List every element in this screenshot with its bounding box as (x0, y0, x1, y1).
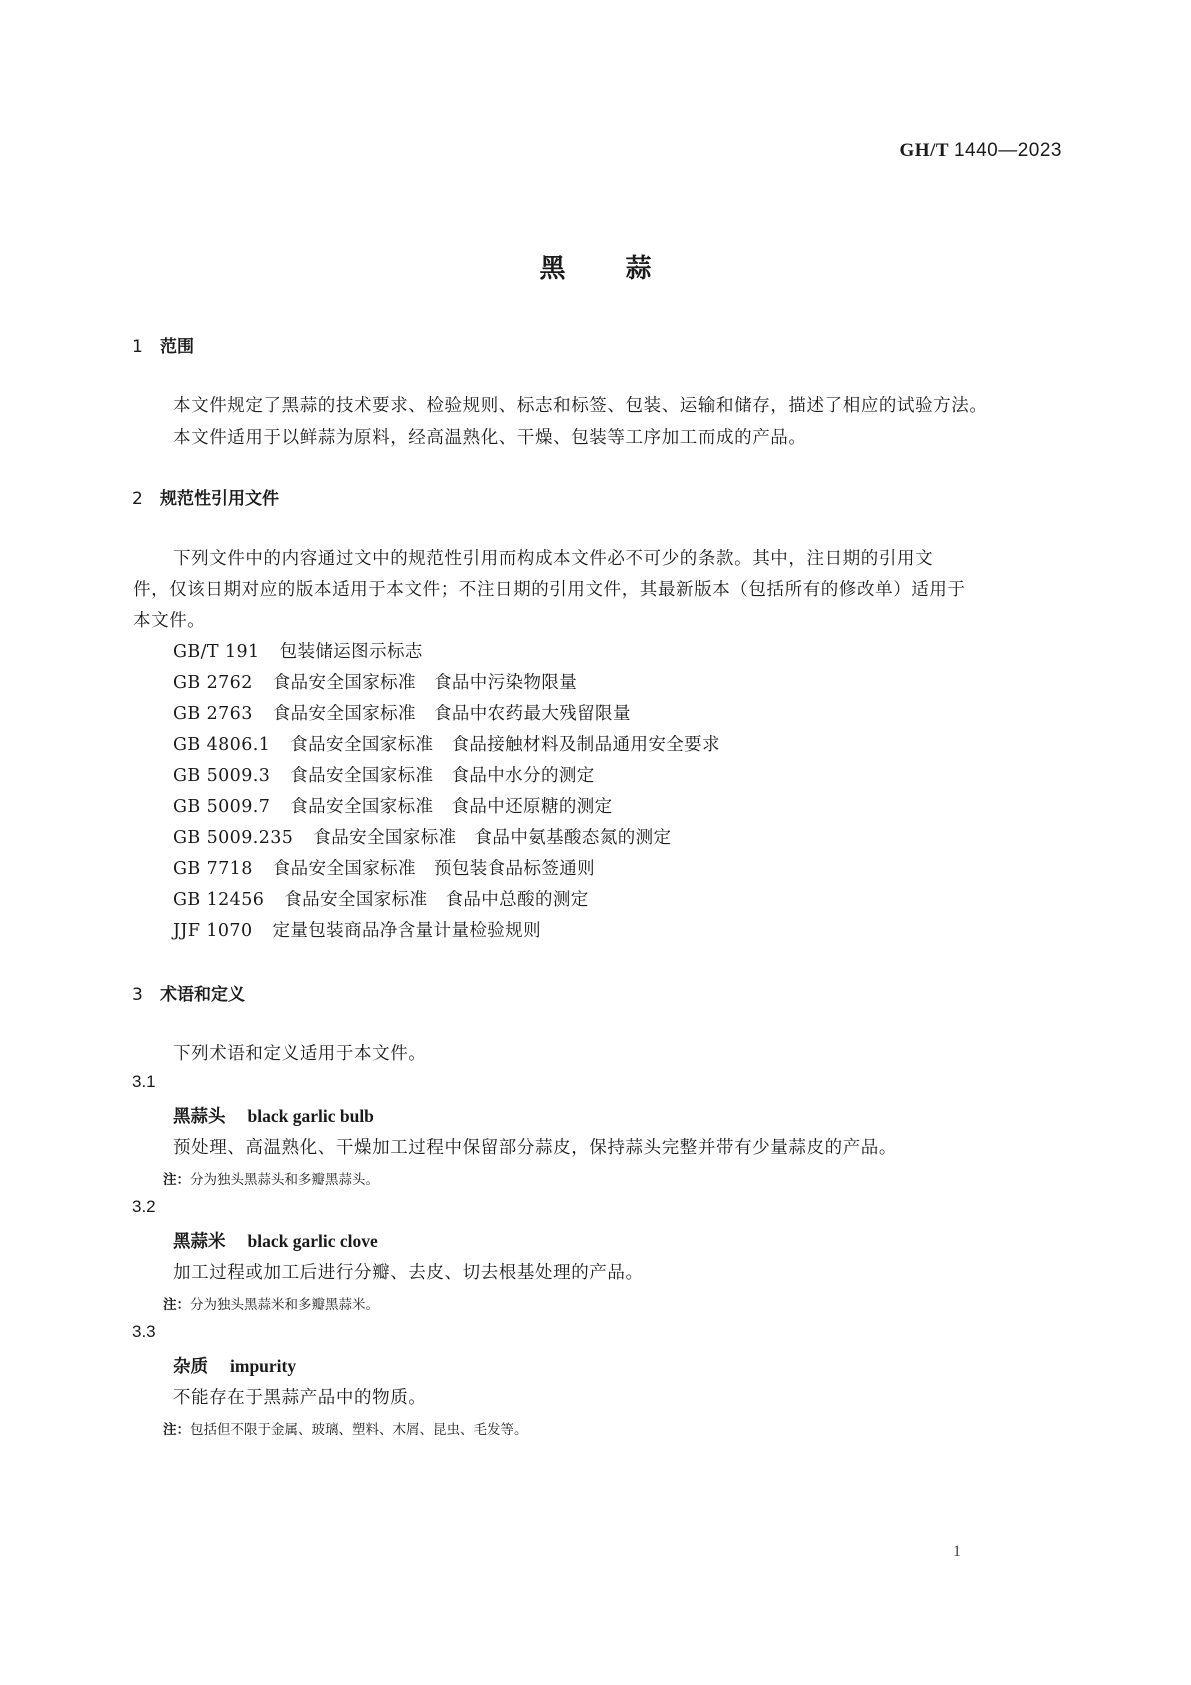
reference-title: 食品安全国家标准 (284, 890, 428, 910)
section-title: 范围 (160, 337, 194, 357)
section-title: 规范性引用文件 (160, 489, 279, 509)
reference-item (173, 793, 613, 818)
reference-subtitle: 食品接触材料及制品通用安全要求 (451, 735, 720, 755)
term-en: impurity (230, 1356, 297, 1376)
reference-subtitle: 食品中污染物限量 (433, 673, 578, 693)
reference-title: 食品安全国家标准 (272, 673, 416, 693)
reference-title: 食品安全国家标准 (272, 859, 416, 879)
reference-code: GB 2763 (173, 704, 253, 724)
term-heading (173, 1353, 296, 1378)
section-number: 1 (132, 337, 143, 357)
note-label: 注： (163, 1297, 190, 1313)
note-label: 注： (163, 1422, 190, 1438)
section-1-heading (132, 332, 194, 357)
section-number: 2 (132, 489, 143, 509)
reference-item (173, 917, 541, 942)
reference-code: GB 5009.7 (173, 797, 271, 817)
document-title: 黑蒜 (539, 254, 712, 284)
term-note (163, 1168, 379, 1188)
normative-intro-line-3: 本文件。 (133, 611, 206, 631)
reference-code: GB 5009.3 (173, 766, 271, 786)
note-label: 注： (163, 1172, 190, 1188)
reference-subtitle: 食品中水分的测定 (451, 766, 595, 786)
reference-title: 食品安全国家标准 (272, 704, 416, 724)
reference-title: 包装储运图示标志 (279, 642, 423, 662)
normative-intro-line-2: 件，仅该日期对应的版本适用于本文件；不注日期的引用文件，其最新版本（包括所有的修改单）适用于 (133, 580, 966, 600)
reference-subtitle: 食品中氨基酸态氮的测定 (474, 828, 672, 848)
reference-title: 食品安全国家标准 (290, 766, 434, 786)
term-en: black garlic clove (247, 1231, 378, 1251)
term-number: 3.2 (132, 1197, 156, 1216)
reference-title: 食品安全国家标准 (290, 797, 434, 817)
reference-title: 定量包装商品净含量计量检验规则 (272, 921, 541, 941)
term-en: black garlic bulb (247, 1106, 374, 1126)
section-2-heading (132, 484, 279, 509)
note-text: 包括但不限于金属、玻璃、塑料、木屑、昆虫、毛发等。 (190, 1422, 528, 1438)
reference-item (173, 669, 577, 694)
standard-number: 1440—2023 (953, 140, 1062, 161)
reference-subtitle: 食品中总酸的测定 (445, 890, 589, 910)
reference-item (173, 855, 595, 880)
term-definition: 预处理、高温熟化、干燥加工过程中保留部分蒜皮，保持蒜头完整并带有少量蒜皮的产品。 (173, 1138, 897, 1158)
standard-code (900, 140, 1062, 162)
normative-intro-line-1: 下列文件中的内容通过文中的规范性引用而构成本文件必不可少的条款。其中，注日期的引用文 (173, 549, 934, 569)
term-note (163, 1293, 379, 1313)
reference-item (173, 638, 423, 663)
term-zh: 黑蒜米 (173, 1232, 226, 1252)
standard-prefix: GH/T (899, 140, 949, 161)
reference-code: GB/T 191 (173, 642, 260, 662)
reference-item (173, 762, 595, 787)
section-number: 3 (132, 985, 143, 1005)
term-number: 3.1 (132, 1072, 156, 1091)
scope-paragraph-2: 本文件适用于以鲜蒜为原料，经高温熟化、干燥、包装等工序加工而成的产品。 (173, 428, 807, 448)
scope-paragraph-1: 本文件规定了黑蒜的技术要求、检验规则、标志和标签、包装、运输和储存，描述了相应的试验方法。 (173, 396, 988, 416)
note-text: 分为独头黑蒜头和多瓣黑蒜头。 (190, 1172, 379, 1188)
reference-subtitle: 食品中还原糖的测定 (451, 797, 613, 817)
terms-intro: 下列术语和定义适用于本文件。 (173, 1044, 427, 1064)
reference-item (173, 700, 631, 725)
reference-code: GB 4806.1 (173, 735, 271, 755)
term-definition: 加工过程或加工后进行分瓣、去皮、切去根基处理的产品。 (173, 1263, 644, 1283)
reference-code: GB 12456 (173, 890, 265, 910)
term-note (163, 1418, 528, 1438)
reference-item (173, 824, 671, 849)
reference-title: 食品安全国家标准 (290, 735, 434, 755)
term-definition: 不能存在于黑蒜产品中的物质。 (173, 1388, 427, 1408)
reference-title: 食品安全国家标准 (313, 828, 457, 848)
term-zh: 杂质 (173, 1357, 208, 1377)
term-heading (173, 1103, 374, 1128)
term-number: 3.3 (132, 1322, 156, 1341)
page-number: 1 (953, 1543, 961, 1560)
reference-code: GB 7718 (173, 859, 253, 879)
reference-item (173, 886, 589, 911)
term-heading (173, 1228, 378, 1253)
term-zh: 黑蒜头 (173, 1107, 226, 1127)
reference-subtitle: 食品中农药最大残留限量 (433, 704, 631, 724)
section-3-heading (132, 980, 245, 1005)
note-text: 分为独头黑蒜米和多瓣黑蒜米。 (190, 1297, 379, 1313)
reference-item (173, 731, 720, 756)
section-title: 术语和定义 (160, 985, 245, 1005)
reference-code: JJF 1070 (173, 921, 253, 941)
reference-subtitle: 预包装食品标签通则 (433, 859, 596, 879)
reference-code: GB 2762 (173, 673, 253, 693)
reference-code: GB 5009.235 (173, 828, 294, 848)
